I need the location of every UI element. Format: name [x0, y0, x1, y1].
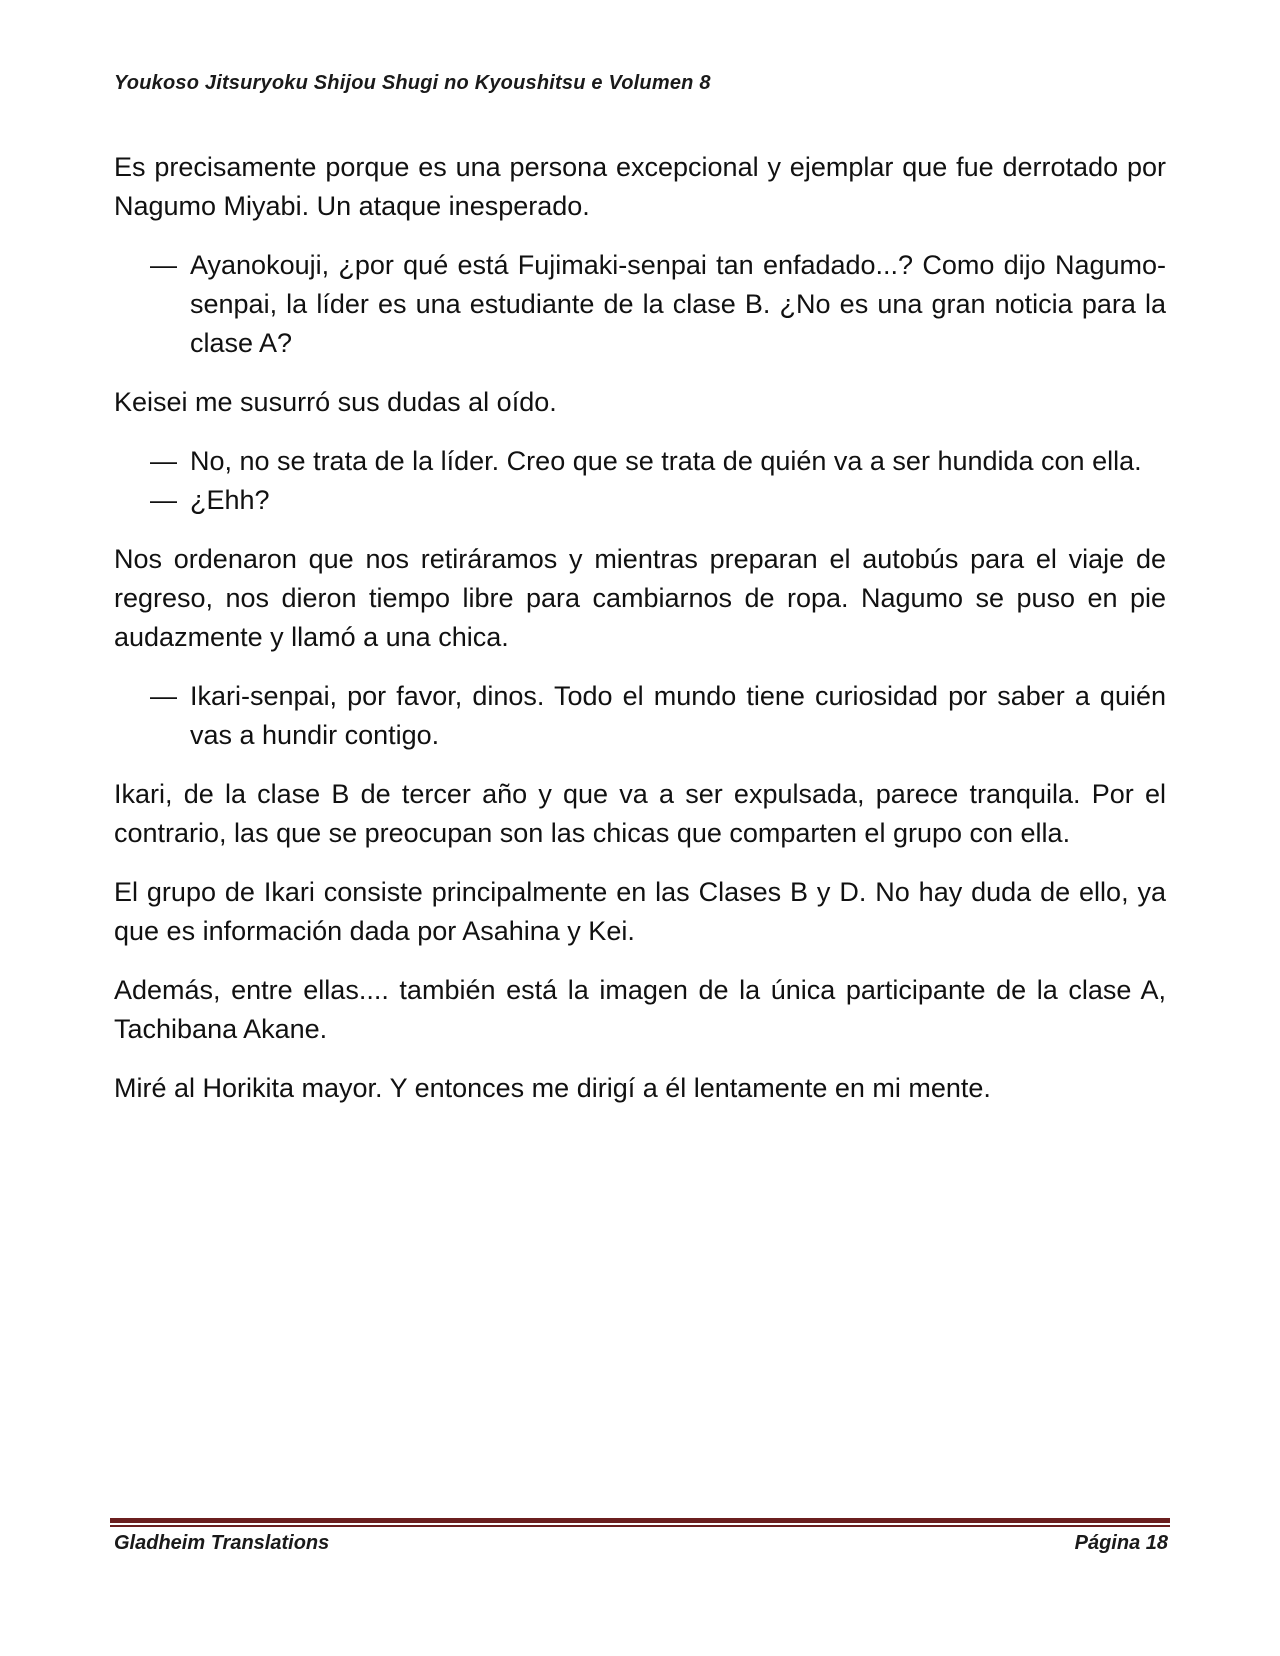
paragraph: Keisei me susurró sus dudas al oído. [114, 387, 557, 417]
paragraph: Miré al Horikita mayor. Y entonces me dirigí a él lentamente en mi mente. [114, 1073, 991, 1103]
paragraph: Además, entre ellas.... también está la imagen de la única participante de la clase A, Tachibana Akane. [114, 975, 1166, 1044]
em-dash: — [150, 446, 177, 476]
page-number: Página 18 [1074, 1532, 1168, 1554]
footer-divider [110, 1518, 1170, 1527]
dialogue-line [150, 677, 1166, 755]
paragraph: El grupo de Ikari consiste principalmente en las Clases B y D. No hay duda de ello, ya que es información dada por Asahina y Kei. [114, 877, 1166, 946]
em-dash: — [150, 250, 177, 280]
paragraph: Es precisamente porque es una persona excepcional y ejemplar que fue derrotado por Nagumo Miyabi. Un ataque inesperado. [114, 152, 1166, 221]
dialogue-line [150, 442, 1166, 481]
running-header: Youkoso Jitsuryoku Shijou Shugi no Kyoushitsu e Volumen 8 [114, 72, 711, 94]
em-dash: — [150, 485, 177, 515]
page-body [114, 148, 1166, 1128]
paragraph: Ikari, de la clase B de tercer año y que va a ser expulsada, parece tranquila. Por el contrario, las que se preocupan son las chicas que comparten el grupo con ella. [114, 779, 1166, 848]
dialogue-text: ¿Ehh? [190, 485, 270, 515]
footer-credit: Gladheim Translations [114, 1532, 330, 1554]
dialogue-text: No, no se trata de la líder. Creo que se trata de quién va a ser hundida con ella. [190, 446, 1142, 476]
dialogue-text: Ikari-senpai, por favor, dinos. Todo el mundo tiene curiosidad por saber a quién vas a hundir contigo. [190, 681, 1166, 750]
dialogue-line [150, 481, 1166, 520]
footer-divider-thin [110, 1525, 1170, 1527]
em-dash: — [150, 681, 177, 711]
dialogue-line [150, 246, 1166, 363]
paragraph: Nos ordenaron que nos retiráramos y mientras preparan el autobús para el viaje de regreso, nos dieron tiempo libre para cambiarnos de ropa. Nagumo se puso en pie audazmente y llamó a una chica. [114, 544, 1166, 652]
dialogue-text: Ayanokouji, ¿por qué está Fujimaki-senpai tan enfadado...? Como dijo Nagumo-senpai, la líder es una estudiante de la clase B. ¿No es una gran noticia para la clase A? [190, 250, 1166, 358]
